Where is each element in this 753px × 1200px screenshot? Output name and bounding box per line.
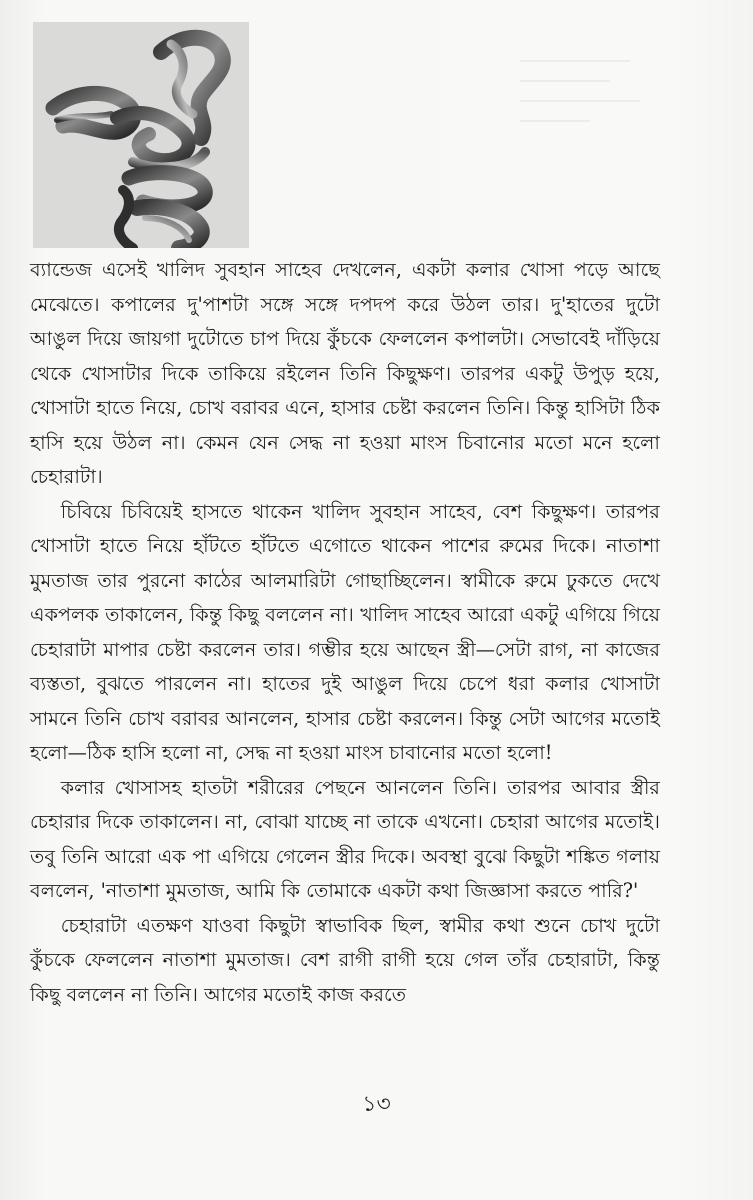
story-body [30,253,660,1012]
bleed-line [520,120,590,122]
paragraph: চেহারাটা এতক্ষণ যাওবা কিছুটা স্বাভাবিক ছিল, স্বামীর কথা শুনে চোখ দুটো কুঁচকে ফেললেন নাতাশা মুমতাজ। বেশ রাগী রাগী হয়ে গেল তাঁর চেহারাটা, কিন্তু কিছু বললেন না তিনি। আগের মতোই কাজ করতে [30,913,660,1006]
bleed-line [520,100,640,102]
bleed-line [520,60,630,62]
bleed-through-shadow [520,60,660,170]
paragraph: ব্যান্ডেজ এসেই খালিদ সুবহান সাহেব দেখলেন, একটা কলার খোসা পড়ে আছে মেঝেতে। কপালের দু'পাশটা সঙ্গে সঙ্গে দপদপ করে উঠল তার। দু'হাতের দুটো আঙুল দিয়ে জায়গা দুটোতে চাপ দিয়ে কুঁচকে ফেললেন কপালটা। সেভাবেই দাঁড়িয়ে থেকে খোসাটার দিকে তাকিয়ে রইলেন তিনি কিছুক্ষণ। তারপর একটু উপুড় হয়ে, খোসাটা হাতে নিয়ে, চোখ বরাবর এনে, হাসার চেষ্টা করলেন তিনি। কিন্তু হাসিটা ঠিক হাসি হয়ে উঠল না। কেমন যেন সেদ্ধ না হওয়া মাংস চিবানোর মতো মনে হলো চেহারাটা। [30,258,660,488]
page-number: ১৩ [362,1092,391,1117]
paragraph: চিবিয়ে চিবিয়েই হাসতে থাকেন খালিদ সুবহান সাহেব, বেশ কিছুক্ষণ। তারপর খোসাটা হাতে নিয়ে হাঁটতে হাঁটতে এগোতে থাকেন পাশের রুমের দিকে। নাতাশা মুমতাজ তার পুরনো কাঠের আলমারিটা গোছাচ্ছিলেন। স্বামীকে রুমে ঢুকতে দেখে একপলক তাকালেন, কিন্তু কিছু বললেন না। খালিদ সাহেব আরো একটু এগিয়ে গিয়ে চেহারাটা মাপার চেষ্টা করলেন তার। গম্ভীর হয়ে আছেন স্ত্রী—সেটা রাগ, না কাজের ব্যস্ততা, বুঝতে পারলেন না। হাতের দুই আঙুল দিয়ে চেপে ধরা কলার খোসাটা সামনে তিনি চোখ বরাবর আনলেন, হাসার চেষ্টা করলেন। কিন্তু সেটা আগের মতোই হলো—ঠিক হাসি হলো না, সেদ্ধ না হওয়া মাংস চাবানোর মতো হলো! [30,499,660,764]
bleed-line [520,80,610,82]
ribbon-illustration [33,22,249,248]
paragraph: কলার খোসাসহ হাতটা শরীরের পেছনে আনলেন তিনি। তারপর আবার স্ত্রীর চেহারার দিকে তাকালেন। না, বোঝা যাচ্ছে না তাকে এখনো। চেহারা আগের মতোই। তবু তিনি আরো এক পা এগিয়ে গেলেন স্ত্রীর দিকে। অবস্থা বুঝে কিছুটা শঙ্কিত গলায় বললেন, 'নাতাশা মুমতাজ, আমি কি তোমাকে একটা কথা জিজ্ঞাসা করতে পারি?' [30,775,660,902]
